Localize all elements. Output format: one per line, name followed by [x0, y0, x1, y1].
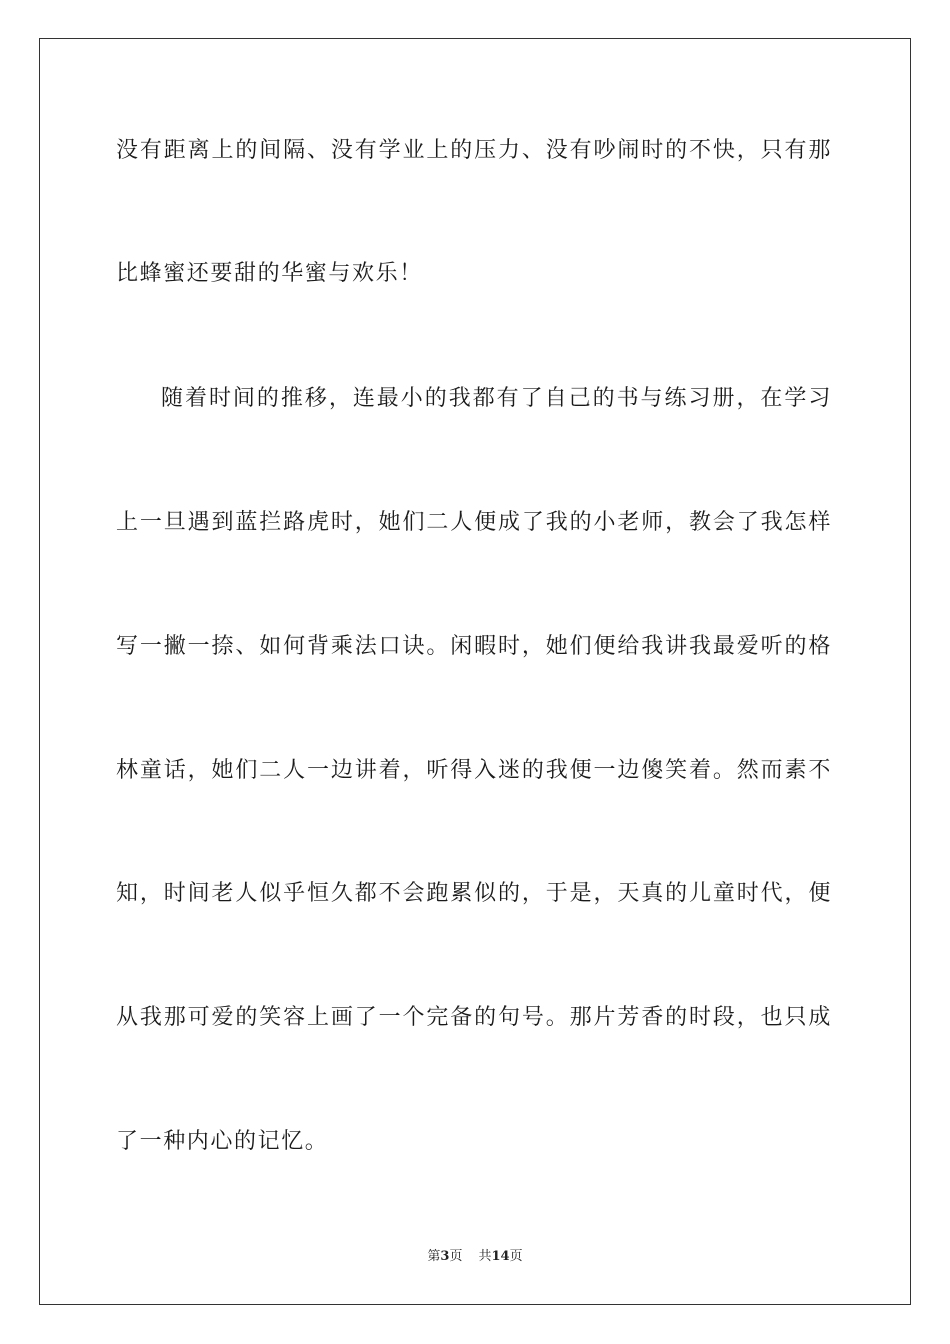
text-line-5: 写一撇一捺、如何背乘法口诀。闲暇时，她们便给我讲我最爱听的格: [116, 634, 832, 659]
text-line-3: 随着时间的推移，连最小的我都有了自己的书与练习册，在学习: [161, 386, 832, 411]
text-line-8: 从我那可爱的笑容上画了一个完备的句号。那片芳香的时段，也只成: [116, 1005, 832, 1030]
footer-page-prefix: 第: [427, 1249, 441, 1264]
text-line-6: 林童话，她们二人一边讲着，听得入迷的我便一边傻笑着。然而素不: [116, 758, 832, 783]
page-footer: [0, 1248, 950, 1266]
text-line-2: 比蜂蜜还要甜的华蜜与欢乐！: [116, 261, 423, 286]
footer-page-suffix: 页: [449, 1249, 463, 1264]
text-line-7: 知，时间老人似乎恒久都不会跑累似的，于是，天真的儿童时代，便: [116, 881, 832, 906]
footer-total-pages: 14: [491, 1249, 510, 1264]
footer-page-number: 3: [440, 1249, 450, 1264]
text-line-4: 上一旦遇到蓝拦路虎时，她们二人便成了我的小老师，教会了我怎样: [116, 510, 832, 535]
footer-total-prefix: 共: [478, 1249, 492, 1264]
footer-total-suffix: 页: [509, 1249, 523, 1264]
page-border: [39, 38, 911, 1305]
text-line-1: 没有距离上的间隔、没有学业上的压力、没有吵闹时的不快，只有那: [116, 138, 832, 163]
text-line-9: 了一种内心的记忆。: [116, 1129, 329, 1154]
